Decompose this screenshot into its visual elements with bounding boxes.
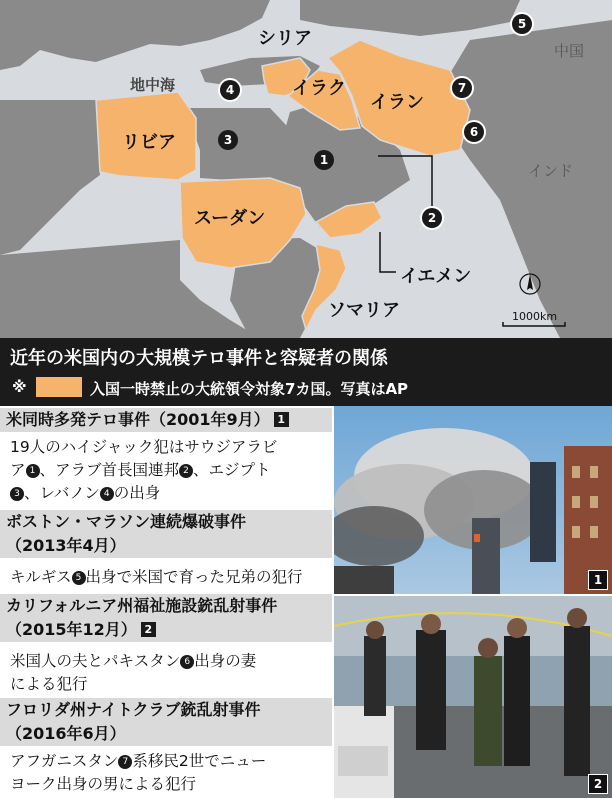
event-title-line: （2016年6月）: [6, 724, 126, 743]
text: 、レバノン: [24, 484, 100, 502]
number-dot: 4: [100, 487, 114, 501]
label-sudan: スーダン: [194, 208, 266, 229]
marker-6: 6: [464, 122, 484, 142]
photo-san-bernardino: [334, 596, 612, 798]
number-dot: 5: [72, 571, 86, 585]
event-body-florida: [10, 750, 328, 796]
middle-east-map: [0, 0, 612, 338]
event-title-line: [6, 618, 332, 642]
marker-4: 4: [220, 80, 240, 100]
photo-911-illustration: [334, 406, 612, 594]
headline: 近年の米国内の大規模テロ事件と容疑者の関係: [10, 348, 388, 369]
marker-7: 7: [452, 78, 472, 98]
event-body-california: [10, 650, 328, 696]
body-line: [10, 482, 328, 505]
number-dot: 3: [10, 487, 24, 501]
photo-ref-badge: 2: [141, 622, 156, 637]
text: ア: [10, 461, 26, 479]
event-title-boston: [0, 510, 332, 558]
text: による犯行: [10, 675, 88, 693]
map-graphic: [0, 0, 612, 338]
label-iraq: イラク: [292, 78, 346, 99]
marker-5: 5: [512, 14, 532, 34]
event-title-line: フロリダ州ナイトクラブ銃乱射事件: [6, 700, 261, 719]
photo-ref-badge: 1: [274, 412, 289, 427]
text: の出身: [113, 484, 161, 502]
photo-badge-1: 1: [588, 570, 608, 590]
event-body-911: [10, 436, 328, 505]
label-somalia: ソマリア: [328, 300, 400, 321]
body-line: [10, 773, 328, 796]
body-line: [10, 436, 328, 459]
body-line: [10, 750, 328, 773]
event-title-california: [0, 594, 332, 642]
number-dot: 1: [26, 464, 40, 478]
legend-swatch: [36, 377, 82, 397]
label-libya: リビア: [122, 132, 176, 153]
text: 、アラブ首長国連邦: [39, 461, 180, 479]
photo-2-illustration: [334, 596, 612, 798]
body-line: [10, 566, 328, 589]
photo-badge-2: 2: [588, 774, 608, 794]
number-dot: 7: [118, 755, 132, 769]
event-title-911: [0, 408, 332, 432]
marker-3: 3: [218, 130, 238, 150]
body-line: [10, 459, 328, 482]
event-title-florida: [0, 698, 332, 746]
event-title-text: 米同時多発テロ事件（2001年9月）: [6, 410, 270, 429]
body-line: [10, 673, 328, 696]
legend-note-mark: ※: [12, 378, 27, 396]
event-title-line: カリフォルニア州福祉施設銃乱射事件: [6, 596, 278, 615]
event-title-line: （2013年4月）: [6, 536, 126, 555]
label-india: インド: [528, 162, 574, 180]
text: （2015年12月）: [6, 620, 137, 639]
text: 米国人の夫とパキスタン: [10, 652, 181, 670]
label-iran: イラン: [370, 92, 424, 113]
event-body-boston: [10, 566, 328, 589]
text: キルギス: [10, 568, 72, 586]
text: 出身の妻: [194, 652, 257, 670]
label-syria: シリア: [258, 28, 312, 49]
legend-text: 入国一時禁止の大統領令対象7カ国。写真はAP: [90, 380, 409, 398]
text: ヨーク出身の男による犯行: [10, 775, 197, 793]
marker-2: 2: [422, 208, 442, 228]
number-dot: 6: [180, 655, 194, 669]
label-mediterranean: 地中海: [130, 76, 176, 94]
label-china: 中国: [554, 42, 585, 60]
event-title-line: ボストン・マラソン連続爆破事件: [6, 512, 247, 531]
events-list: [0, 406, 332, 798]
label-yemen: イエメン: [400, 266, 472, 287]
text: 19人のハイジャック犯はサウジアラビ: [10, 438, 278, 456]
marker-1: 1: [314, 150, 334, 170]
text: 系移民2世でニュー: [132, 752, 267, 770]
number-dot: 2: [179, 464, 193, 478]
body-line: [10, 650, 328, 673]
header-banner: [0, 338, 612, 406]
scale-label: 1000km: [512, 310, 558, 323]
photo-911: [334, 406, 612, 594]
text: 出身で米国で育った兄弟の犯行: [85, 568, 303, 586]
text: 、エジプト: [193, 461, 271, 479]
text: アフガニスタン: [10, 752, 119, 770]
